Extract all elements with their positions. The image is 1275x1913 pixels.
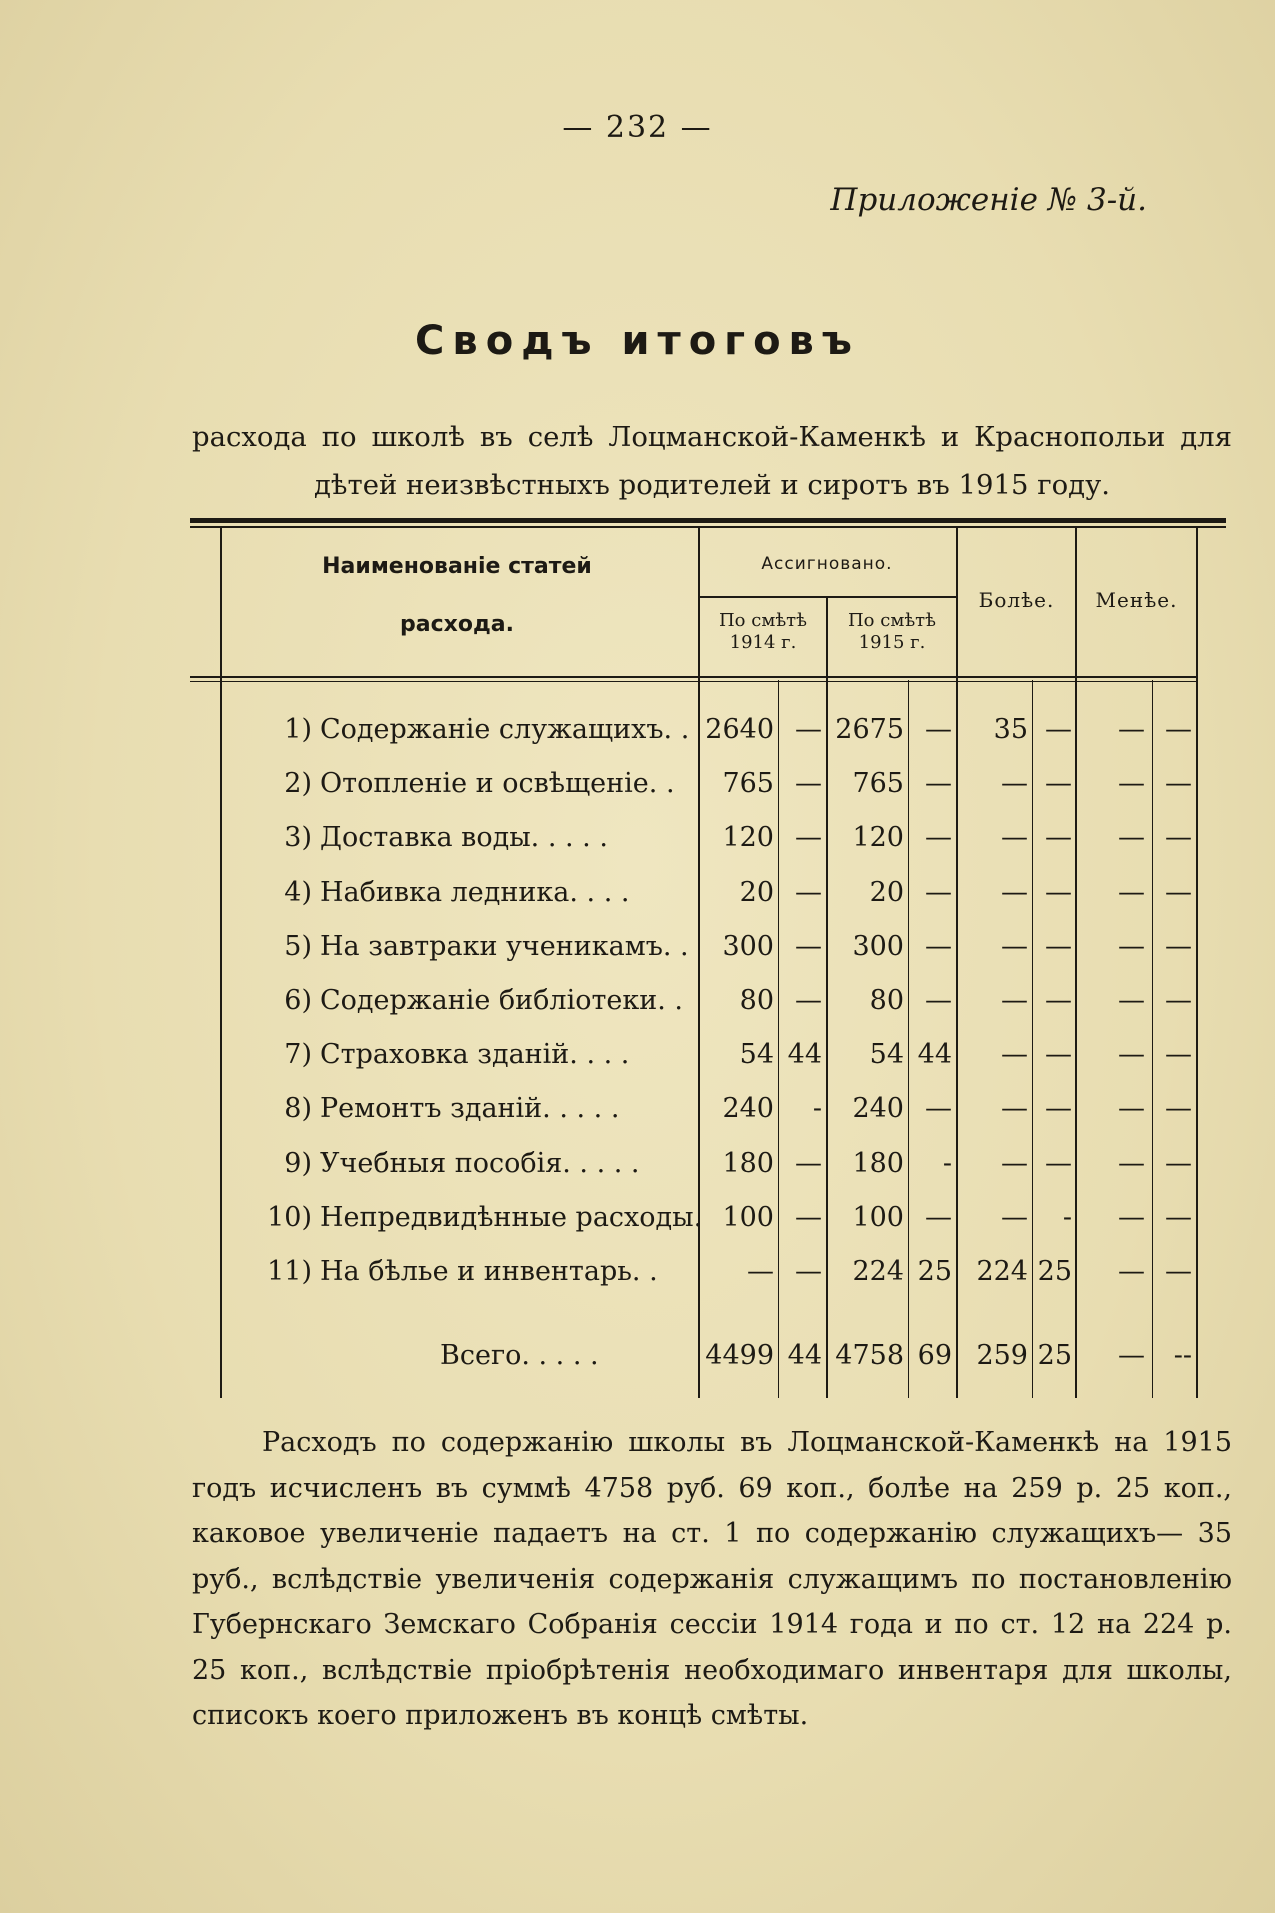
cell-d1: —: [1118, 1201, 1145, 1233]
cell-a1: 4499: [705, 1340, 774, 1371]
cell-b1: 100: [852, 1201, 904, 1233]
page-subtitle: расхода по школѣ въ селѣ Лоцманской-Каменкѣ и Краснопольи для дѣтей неизвѣстныхъ родителей и сиротъ въ 1915 году.: [192, 421, 1232, 501]
cell-d2: —: [1165, 1201, 1192, 1233]
cell-c2: 25: [1037, 1256, 1072, 1287]
cell-b1: 20: [869, 876, 904, 908]
cell-c2: —: [1045, 1093, 1072, 1125]
cell-d2: —: [1165, 1039, 1192, 1071]
header-item-name: Наименованiе статей: [322, 554, 592, 579]
row-label: Содержанiе библiотеки. .: [320, 985, 684, 1016]
cell-d1: —: [1118, 714, 1145, 745]
row-number: 1): [284, 714, 312, 745]
body-paragraph: Расходъ по содержанiю школы въ Лоцманской-Каменкѣ на 1915 годъ исчисленъ въ суммѣ 4758 руб. 69 коп., болѣе на 259 р. 25 коп., каковое увеличенiе падаетъ на ст. 1 по содержанiю служащихъ— 35 руб., вслѣдствiе увеличенiя содержанiя служащимъ по постановленiю Губернскаго Земскаго Собранiя сессiи 1914 года и по ст. 12 на 224 р. 25 коп., вслѣдствiе прiобрѣтенiя необходимаго инвентаря для школы, списокъ коего приложенъ въ концѣ смѣты.: [192, 1427, 1232, 1731]
cell-d1: —: [1118, 1340, 1145, 1371]
cell-d1: —: [1118, 930, 1145, 962]
row-label: Страховка зданiй. . . .: [320, 1039, 630, 1071]
cell-c2: —: [1045, 1147, 1072, 1179]
cell-a2: —: [795, 822, 822, 854]
row-label: На бѣлье и инвентарь. .: [320, 1256, 658, 1287]
cell-d2: —: [1165, 985, 1192, 1016]
cell-b2: —: [925, 1201, 952, 1233]
cell-c1: —: [1001, 985, 1028, 1016]
cell-d2: —: [1165, 876, 1192, 908]
cell-c2: 25: [1037, 1340, 1072, 1371]
row-number: 7): [284, 1039, 312, 1071]
cell-a1: 20: [739, 876, 774, 908]
cell-c1: —: [1001, 768, 1028, 800]
table-row: [190, 931, 1226, 985]
table-row: [190, 985, 1226, 1039]
total-label: Всего. . . . .: [440, 1340, 599, 1371]
row-number: 4): [284, 876, 312, 908]
cell-d1: —: [1118, 985, 1145, 1016]
header-item-name-2: расхода.: [400, 612, 514, 637]
cell-c1: 224: [976, 1256, 1028, 1287]
cell-c1: —: [1001, 822, 1028, 854]
cell-b2: —: [925, 714, 952, 745]
row-number: 10): [267, 1201, 312, 1233]
cell-b2: —: [925, 1093, 952, 1125]
cell-c1: —: [1001, 930, 1028, 962]
cell-b1: 54: [869, 1039, 904, 1071]
total-row: [190, 1340, 1226, 1394]
cell-a1: 54: [739, 1039, 774, 1071]
cell-a1: 180: [722, 1147, 774, 1179]
cell-b1: 224: [852, 1256, 904, 1287]
table-top-rule: [190, 518, 1226, 523]
row-number: 2): [284, 768, 312, 800]
cell-c2: —: [1045, 876, 1072, 908]
appendix-label: Приложенiе № 3-й.: [830, 182, 1147, 218]
cell-a2: —: [795, 1147, 822, 1179]
row-label: На завтраки ученикамъ. .: [320, 930, 689, 962]
table-row: [190, 1039, 1226, 1093]
header-less: Менѣе.: [1095, 588, 1178, 612]
cell-b1: 300: [852, 930, 904, 962]
header-bottom-rule: [190, 676, 1196, 678]
cell-d2: —: [1165, 1256, 1192, 1287]
cell-b2: -: [942, 1147, 952, 1179]
cell-a1: 300: [722, 930, 774, 962]
cell-c2: —: [1045, 714, 1072, 745]
row-label: Отопленiе и освѣщенiе. .: [320, 768, 675, 800]
cell-a2: —: [795, 930, 822, 962]
assign-divider: [698, 596, 958, 598]
cell-d2: --: [1173, 1340, 1192, 1371]
cell-a2: —: [795, 768, 822, 800]
table-row: [190, 768, 1226, 822]
cell-b1: 765: [852, 768, 904, 800]
cell-c2: —: [1045, 768, 1072, 800]
row-number: 3): [284, 822, 312, 854]
cell-b2: —: [925, 930, 952, 962]
cell-c2: —: [1045, 930, 1072, 962]
cell-b2: —: [925, 822, 952, 854]
page-title: Сводъ итоговъ: [415, 318, 860, 364]
cell-c2: —: [1045, 985, 1072, 1016]
row-label: Содержанiе служащихъ. .: [320, 714, 690, 745]
table-row: [190, 714, 1226, 768]
row-number: 11): [267, 1256, 312, 1287]
cell-b1: 80: [869, 985, 904, 1016]
cell-c1: —: [1001, 876, 1028, 908]
summary-table: [190, 518, 1226, 1398]
row-label: Ремонтъ зданiй. . . . .: [320, 1093, 620, 1125]
cell-d2: —: [1165, 768, 1192, 800]
row-label: Набивка ледника. . . .: [320, 876, 630, 908]
cell-a2: —: [795, 714, 822, 745]
cell-d2: —: [1165, 822, 1192, 854]
cell-a1: 240: [722, 1093, 774, 1125]
cell-b1: 4758: [835, 1340, 904, 1371]
table-row: [190, 1093, 1226, 1147]
cell-d1: —: [1118, 768, 1145, 800]
header-1915: По смѣтѣ 1915 г.: [847, 610, 936, 653]
cell-d2: —: [1165, 714, 1192, 745]
row-number: 8): [284, 1093, 312, 1125]
cell-c1: —: [1001, 1039, 1028, 1071]
table-row: [190, 877, 1226, 931]
cell-d1: —: [1118, 876, 1145, 908]
table-row: [190, 822, 1226, 876]
cell-b1: 240: [852, 1093, 904, 1125]
cell-d1: —: [1118, 1256, 1145, 1287]
cell-b2: —: [925, 768, 952, 800]
cell-d1: —: [1118, 1093, 1145, 1125]
header-1914: По смѣтѣ 1914 г.: [718, 610, 807, 653]
cell-a2: —: [795, 1256, 822, 1287]
cell-a1: 100: [722, 1201, 774, 1233]
row-number: 6): [284, 985, 312, 1016]
cell-a1: 80: [739, 985, 774, 1016]
cell-a2: —: [795, 876, 822, 908]
cell-c1: —: [1001, 1147, 1028, 1179]
cell-d2: —: [1165, 1147, 1192, 1179]
cell-b2: 69: [917, 1340, 952, 1371]
cell-b2: —: [925, 985, 952, 1016]
page-number: — 232 —: [562, 110, 713, 145]
row-label: Учебныя пособiя. . . . .: [320, 1147, 640, 1179]
cell-d2: —: [1165, 930, 1192, 962]
header-bottom-rule-thin: [190, 681, 1196, 682]
cell-c1: 259: [976, 1340, 1028, 1371]
cell-d2: —: [1165, 1093, 1192, 1125]
row-label: Непредвидѣнные расходы.: [320, 1201, 703, 1233]
cell-b2: 25: [917, 1256, 952, 1287]
cell-a2: 44: [787, 1340, 822, 1371]
row-label: Доставка воды. . . . .: [320, 822, 608, 854]
cell-b1: 180: [852, 1147, 904, 1179]
cell-a1: 2640: [705, 714, 774, 745]
cell-c1: 35: [993, 714, 1028, 745]
header-more: Болѣе.: [978, 588, 1055, 612]
table-row: [190, 1256, 1226, 1310]
cell-a2: —: [795, 1201, 822, 1233]
cell-a2: -: [812, 1093, 822, 1125]
cell-c1: —: [1001, 1093, 1028, 1125]
cell-b2: 44: [917, 1039, 952, 1071]
table-top-rule-thin: [190, 526, 1226, 528]
cell-d1: —: [1118, 822, 1145, 854]
cell-d1: —: [1118, 1147, 1145, 1179]
row-number: 5): [284, 930, 312, 962]
row-number: 9): [284, 1147, 312, 1179]
cell-a1: 120: [722, 822, 774, 854]
cell-a2: 44: [787, 1039, 822, 1071]
cell-b2: —: [925, 876, 952, 908]
header-assigned: Ассигновано.: [761, 554, 893, 574]
cell-c2: —: [1045, 822, 1072, 854]
table-row: [190, 1148, 1226, 1202]
cell-c1: —: [1001, 1201, 1028, 1233]
cell-a2: —: [795, 985, 822, 1016]
cell-d1: —: [1118, 1039, 1145, 1071]
cell-c2: —: [1045, 1039, 1072, 1071]
cell-a1: 765: [722, 768, 774, 800]
cell-b1: 120: [852, 822, 904, 854]
cell-c2: -: [1062, 1201, 1072, 1233]
cell-b1: 2675: [835, 714, 904, 745]
cell-a1: —: [747, 1256, 774, 1287]
table-row: [190, 1202, 1226, 1256]
